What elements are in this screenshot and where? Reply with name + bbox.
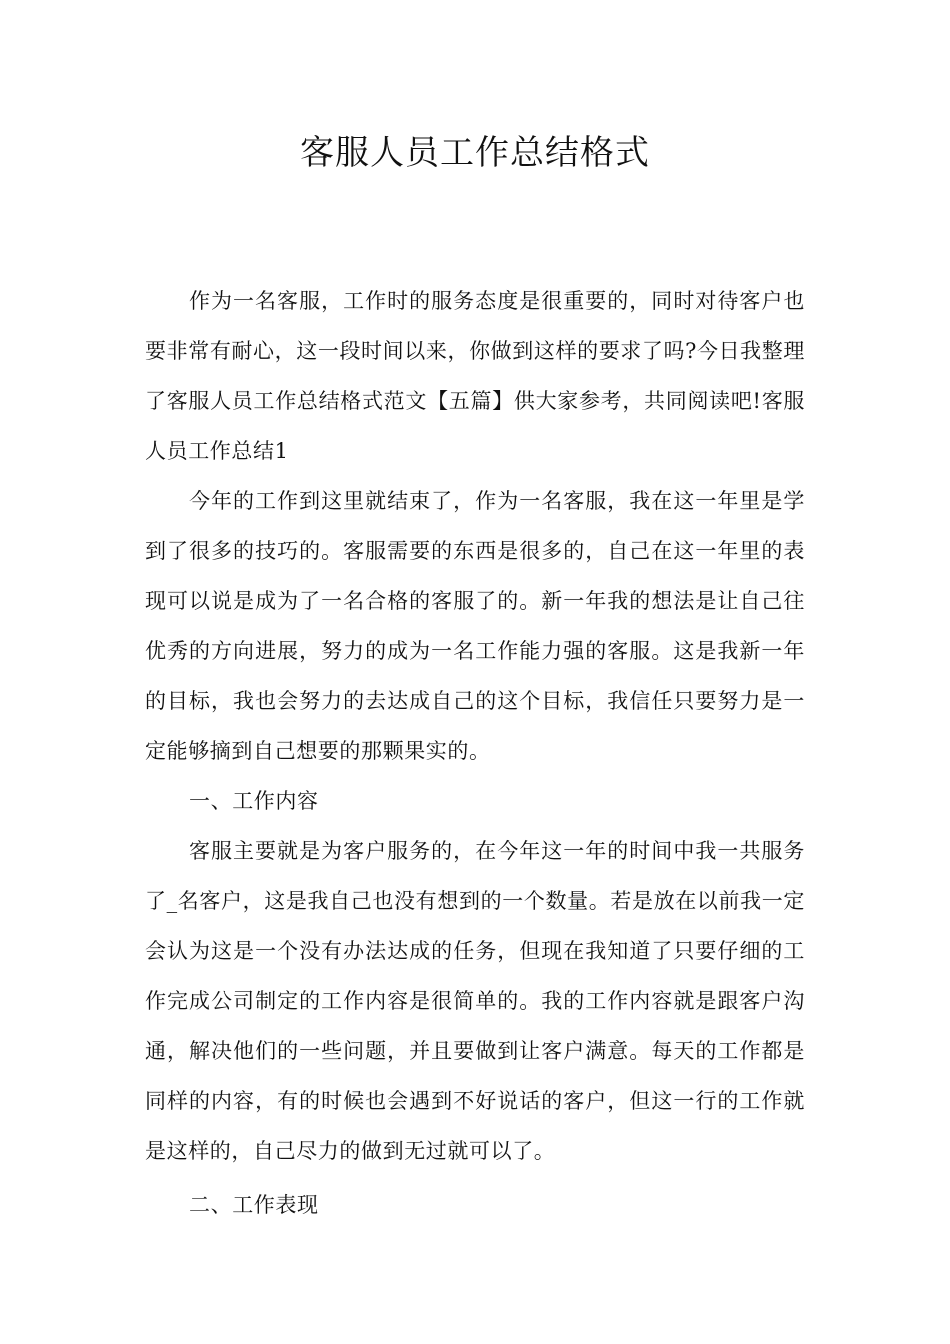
section-heading-work-performance: 二、工作表现 — [189, 1193, 319, 1217]
document-title: 客服人员工作总结格式 — [300, 133, 650, 173]
document-body — [145, 276, 805, 1230]
summary-paragraph-1: 今年的工作到这里就结束了，作为一名客服，我在这一年里是学到了很多的技巧的。客服需要的东西是很多的，自己在这一年里的表现可以说是成为了一名合格的客服了的。新一年我的想法是让自己往优秀的方向进展，努力的成为一名工作能力强的客服。这是我新一年的目标，我也会努力的去达成自己的这个目标，我信任只要努力是一定能够摘到自己想要的那颗果实的。 — [145, 489, 805, 763]
work-content-paragraph: 客服主要就是为客户服务的，在今年这一年的时间中我一共服务了_名客户，这是我自己也没有想到的一个数量。若是放在以前我一定会认为这是一个没有办法达成的任务，但现在我知道了只要仔细的工作完成公司制定的工作内容是很简单的。我的工作内容就是跟客户沟通，解决他们的一些问题，并且要做到让客户满意。每天的工作都是同样的内容，有的时候也会遇到不好说话的客户，但这一行的工作就是这样的，自己尽力的做到无过就可以了。 — [145, 839, 805, 1163]
section-heading-work-content: 一、工作内容 — [189, 789, 319, 813]
intro-paragraph: 作为一名客服，工作时的服务态度是很重要的，同时对待客户也要非常有耐心，这一段时间以来，你做到这样的要求了吗?今日我整理了客服人员工作总结格式范文【五篇】供大家参考，共同阅读吧!客服人员工作总结1 — [145, 289, 805, 463]
